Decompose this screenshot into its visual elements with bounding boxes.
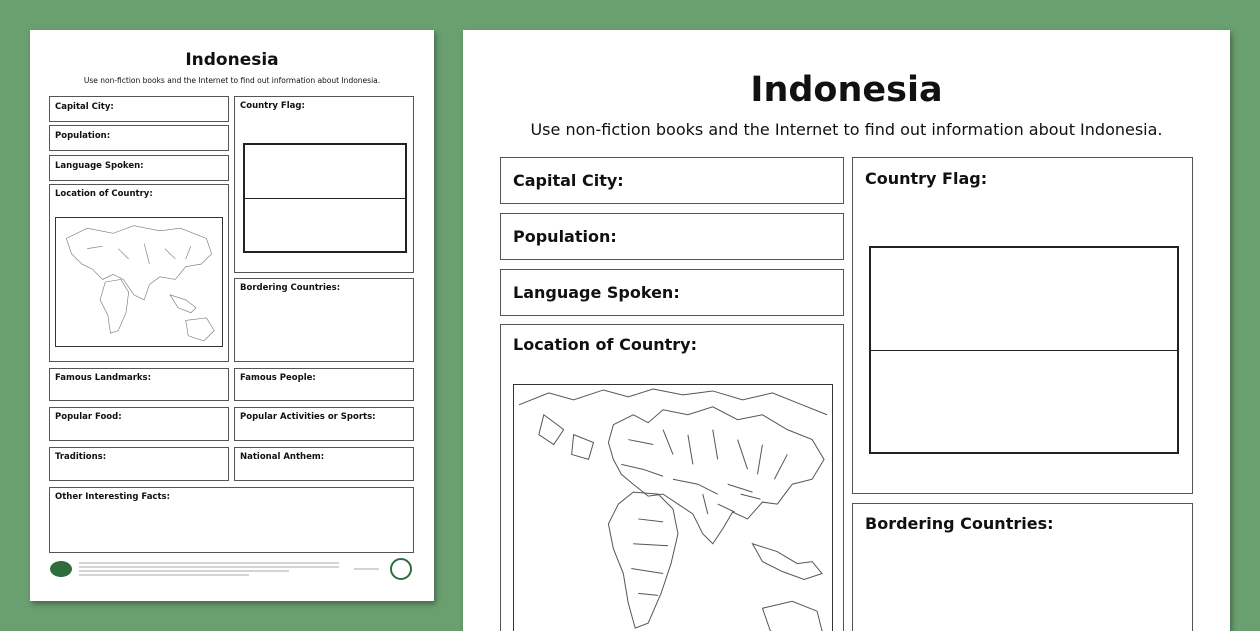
traditions-label: Traditions: xyxy=(55,452,107,462)
worksheet-thumbnail xyxy=(30,30,434,601)
famous-landmarks-label: Famous Landmarks: xyxy=(55,373,151,383)
location-of-country-box xyxy=(49,184,229,362)
country-flag-box-large xyxy=(852,157,1193,494)
famous-people-label: Famous People: xyxy=(240,373,316,383)
country-flag-label-large: Country Flag: xyxy=(865,169,988,188)
famous-people-box xyxy=(234,368,414,401)
capital-city-label-large: Capital City: xyxy=(513,171,624,190)
language-spoken-label: Language Spoken: xyxy=(55,161,144,171)
capital-city-box xyxy=(49,96,229,122)
flag-outline xyxy=(243,143,407,253)
popular-food-label: Popular Food: xyxy=(55,412,122,422)
badge-icon xyxy=(391,559,411,579)
national-anthem-box xyxy=(234,447,414,481)
world-map-small xyxy=(55,217,223,347)
page-title: Indonesia xyxy=(185,50,279,70)
population-label: Population: xyxy=(55,131,111,141)
language-spoken-label-large: Language Spoken: xyxy=(513,283,680,302)
page-subtitle-large: Use non-fiction books and the Internet to find out information about Indonesia. xyxy=(530,120,1163,139)
popular-activities-box xyxy=(234,407,414,441)
footer-strip xyxy=(49,557,414,581)
page-subtitle: Use non-fiction books and the Internet to find out information about Indonesia. xyxy=(83,76,381,85)
national-anthem-label: National Anthem: xyxy=(240,452,325,462)
location-of-country-label-large: Location of Country: xyxy=(513,335,697,354)
bordering-countries-box xyxy=(234,278,414,362)
bordering-countries-box-large xyxy=(852,503,1193,631)
page-title-large: Indonesia xyxy=(750,70,943,110)
population-box xyxy=(49,125,229,151)
other-facts-label: Other Interesting Facts: xyxy=(55,492,170,502)
population-label-large: Population: xyxy=(513,227,617,246)
location-of-country-label: Location of Country: xyxy=(55,189,153,199)
bordering-countries-label-large: Bordering Countries: xyxy=(865,514,1054,533)
population-box-large xyxy=(500,213,844,260)
country-flag-box xyxy=(234,96,414,273)
location-of-country-box-large xyxy=(500,324,844,631)
country-flag-label: Country Flag: xyxy=(240,101,305,111)
popular-activities-label: Popular Activities or Sports: xyxy=(240,412,376,422)
language-spoken-box-large xyxy=(500,269,844,316)
bordering-countries-label: Bordering Countries: xyxy=(240,283,341,293)
world-map-large xyxy=(513,384,833,631)
capital-city-label: Capital City: xyxy=(55,102,114,112)
language-spoken-box xyxy=(49,155,229,181)
flag-outline-large xyxy=(869,246,1179,454)
popular-food-box xyxy=(49,407,229,441)
famous-landmarks-box xyxy=(49,368,229,401)
publisher-logo-icon xyxy=(50,561,72,577)
other-facts-box xyxy=(49,487,414,553)
traditions-box xyxy=(49,447,229,481)
capital-city-box-large xyxy=(500,157,844,204)
worksheet-zoomed xyxy=(463,30,1230,631)
